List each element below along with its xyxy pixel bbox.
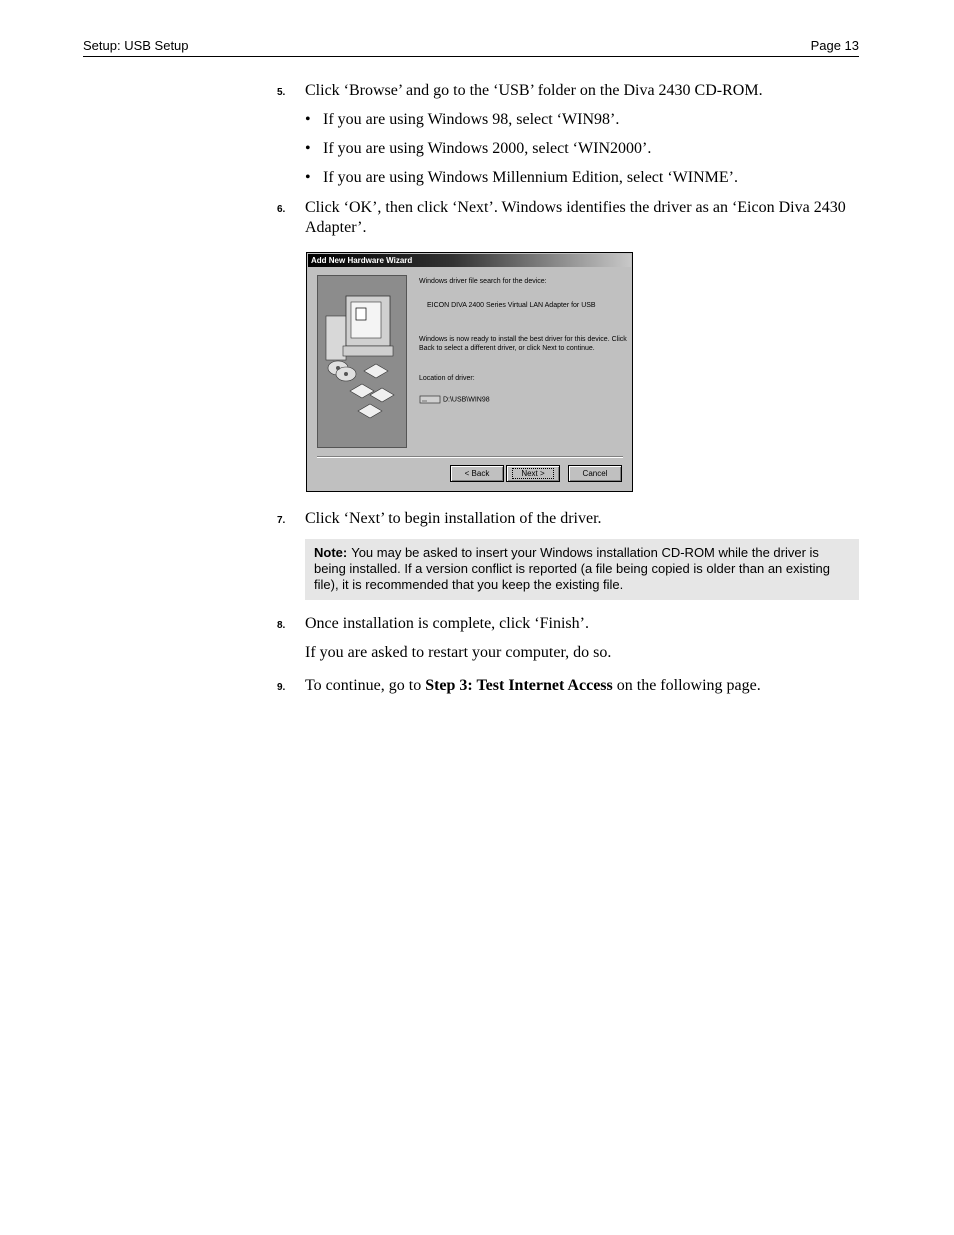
header-section-title: Setup: USB Setup [83, 38, 189, 53]
step-8 [277, 614, 859, 634]
wizard-search-label: Windows driver file search for the device: [419, 278, 547, 285]
bullet-item-winme [305, 168, 738, 188]
note-label: Note: [314, 545, 348, 560]
bullet-item-win98 [305, 110, 619, 130]
step-number: 9. [277, 682, 286, 693]
note-text: You may be asked to insert your Windows installation CD-ROM while the driver is being installed. If a version conflict is reported (a file being copied is older than an existing file), it is recommended that you keep the existing file. [314, 545, 830, 592]
back-button[interactable]: < Back [450, 465, 504, 482]
wizard-ready-text: Windows is now ready to install the best driver for this device. Click Back to select a different driver, or click Next to continue. [419, 336, 627, 352]
wizard-device-name: EICON DIVA 2400 Series Virtual LAN Adapter for USB [427, 302, 596, 309]
step-text-pre: To continue, go to [305, 677, 426, 694]
drive-icon [419, 395, 441, 404]
wizard-location-row [419, 395, 490, 404]
restart-paragraph: If you are asked to restart your computer, do so. [305, 644, 612, 661]
bullet-icon: • [305, 111, 311, 128]
wizard-divider [317, 456, 623, 458]
step-number: 8. [277, 620, 286, 631]
note-box [305, 539, 859, 600]
bullet-text: If you are using Windows 2000, select ‘WIN2000’. [323, 140, 652, 157]
wizard-location-label: Location of driver: [419, 375, 475, 382]
step-number: 7. [277, 515, 286, 526]
wizard-title-bar: Add New Hardware Wizard [308, 254, 631, 267]
step-number: 6. [277, 204, 286, 215]
wizard-illustration-panel [317, 275, 407, 448]
add-new-hardware-wizard-screenshot [306, 252, 633, 492]
step-text-post: on the following page. [612, 677, 761, 694]
bullet-icon: • [305, 169, 311, 186]
page-header [83, 38, 859, 57]
cancel-button[interactable]: Cancel [568, 465, 622, 482]
step-number: 5. [277, 87, 286, 98]
step-text: Once installation is complete, click ‘Finish’. [305, 615, 589, 632]
step-5 [277, 81, 859, 101]
step-3-link-text: Step 3: Test Internet Access [425, 677, 613, 694]
bullet-icon: • [305, 140, 311, 157]
step-text: Click ‘OK’, then click ‘Next’. Windows identifies the driver as an ‘Eicon Diva 2430 Adapter’. [305, 199, 846, 236]
step-7 [277, 509, 859, 529]
header-page-number: Page 13 [810, 38, 859, 53]
wizard-location-path: D:\USB\WIN98 [442, 396, 490, 404]
bullet-text: If you are using Windows Millennium Edition, select ‘WINME’. [323, 169, 738, 186]
step-9 [277, 676, 859, 696]
step-text: Click ‘Browse’ and go to the ‘USB’ folder on the Diva 2430 CD-ROM. [305, 82, 763, 99]
next-button[interactable]: Next > [506, 465, 560, 482]
step-6 [277, 198, 859, 238]
step-text [305, 676, 859, 696]
bullet-text: If you are using Windows 98, select ‘WIN98’. [323, 111, 620, 128]
computer-and-disks-icon [318, 276, 406, 447]
step-text: Click ‘Next’ to begin installation of the driver. [305, 510, 602, 527]
bullet-item-win2000 [305, 139, 651, 159]
